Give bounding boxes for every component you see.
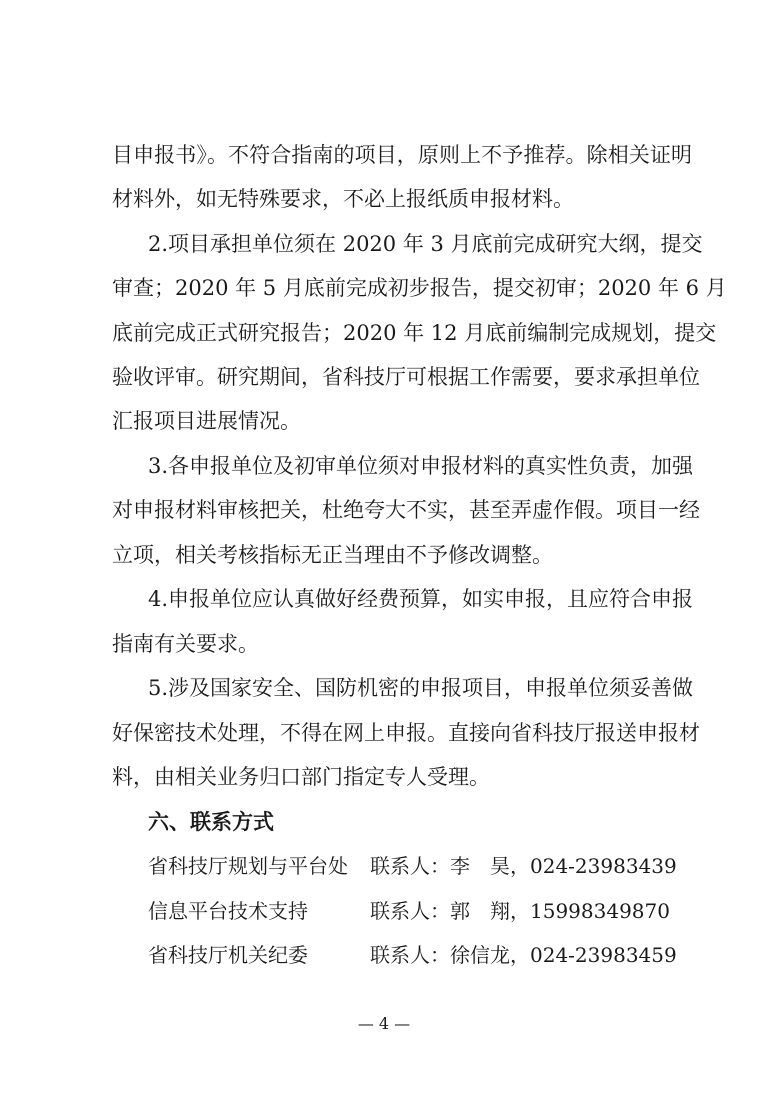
contact-unit: 省科技厅规划与平台处 [148,854,348,878]
text-line: 对申报材料审核把关，杜绝夸大不实，甚至弄虚作假。项目一经 [112,498,700,522]
text-line: 立项，相关考核指标无正当理由不予修改调整。 [112,543,553,567]
text-line: 2.项目承担单位须在 2020 年 3 月底前完成研究大纲，提交 [148,232,703,256]
contact-person: 联系人：徐信龙，024-23983459 [370,943,677,967]
contact-row [148,851,688,881]
contact-unit: 省科技厅机关纪委 [148,943,308,967]
text-line: 指南有关要求。 [112,632,259,656]
text-line: 审查；2020 年 5 月底前完成初步报告，提交初审；2020 年 6 月 [112,276,727,300]
text-line: 底前完成正式研究报告；2020 年 12 月底前编制完成规划，提交 [112,321,717,345]
contact-unit: 信息平台技术支持 [148,899,308,923]
text-line: 汇报项目进展情况。 [112,409,301,433]
text-line: 4.申报单位应认真做好经费预算，如实申报，且应符合申报 [148,587,694,611]
contact-row [148,940,688,970]
text-line: 3.各申报单位及初审单位须对申报材料的真实性负责，加强 [148,454,694,478]
section-heading: 六、联系方式 [148,810,274,834]
contact-person: 联系人：李 昊，024-23983439 [370,854,677,878]
contact-person: 联系人：郭 翔，15998349870 [370,899,670,923]
text-line: 材料外，如无特殊要求，不必上报纸质申报材料。 [112,187,574,211]
contact-row [148,896,688,926]
text-line: 5.涉及国家安全、国防机密的申报项目，申报单位须妥善做 [148,676,694,700]
page-number: — 4 — [357,1014,411,1033]
text-line: 料，由相关业务归口部门指定专人受理。 [112,765,490,789]
text-line: 目申报书》。不符合指南的项目，原则上不予推荐。除相关证明 [112,143,692,167]
text-line: 好保密技术处理，不得在网上申报。直接向省科技厅报送申报材 [112,721,700,745]
text-line: 验收评审。研究期间，省科技厅可根据工作需要，要求承担单位 [112,365,700,389]
